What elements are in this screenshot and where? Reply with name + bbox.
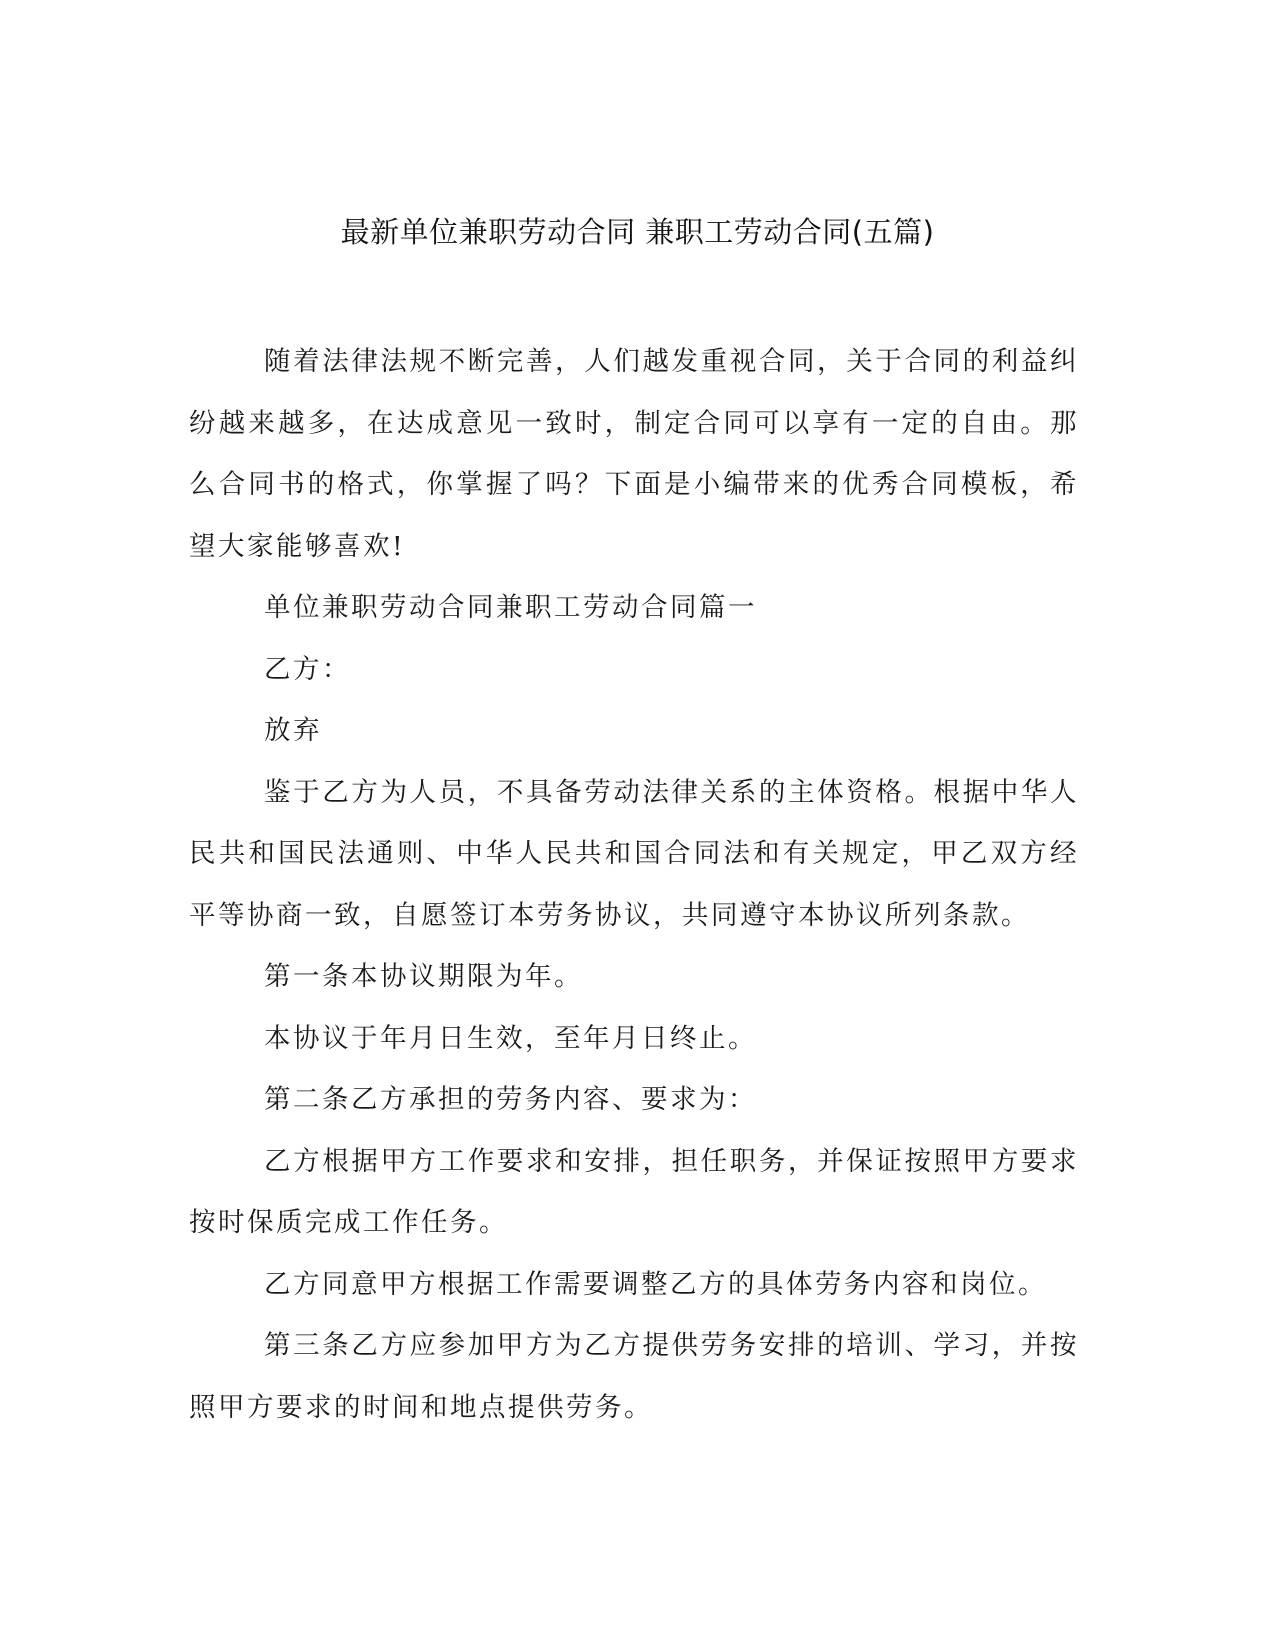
document-title: 最新单位兼职劳动合同 兼职工劳动合同(五篇): [340, 215, 935, 249]
paragraph: 乙方根据甲方工作要求和安排，担任职务，并保证按照甲方要求按时保质完成工作任务。: [189, 1145, 1079, 1238]
party-b-line: 乙方：: [264, 653, 351, 685]
article-3: 第三条乙方应参加甲方为乙方提供劳务安排的培训、学习，并按照甲方要求的时间和地点提供劳务。: [189, 1330, 1079, 1423]
paragraph: 鉴于乙方为人员，不具备劳动法律关系的主体资格。根据中华人民共和国民法通则、中华人民共和国合同法和有关规定，甲乙双方经平等协商一致，自愿签订本劳务协议，共同遵守本协议所列条款。: [189, 776, 1079, 931]
intro-paragraph: 随着法律法规不断完善，人们越发重视合同，关于合同的利益纠纷越来越多，在达成意见一致时，制定合同可以享有一定的自由。那么合同书的格式，你掌握了吗？下面是小编带来的优秀合同模板，希望大家能够喜欢!: [189, 346, 1079, 562]
document-body: [189, 331, 1079, 1438]
paragraph: 乙方同意甲方根据工作需要调整乙方的具体劳务内容和岗位。: [264, 1268, 1047, 1300]
article-2: 第二条乙方承担的劳务内容、要求为：: [264, 1084, 757, 1115]
article-1: 第一条本协议期限为年。: [264, 961, 583, 992]
paragraph: 放弃: [264, 715, 322, 746]
paragraph: 本协议于年月日生效，至年月日终止。: [264, 1022, 757, 1054]
section-heading: 单位兼职劳动合同兼职工劳动合同篇一: [264, 592, 757, 623]
